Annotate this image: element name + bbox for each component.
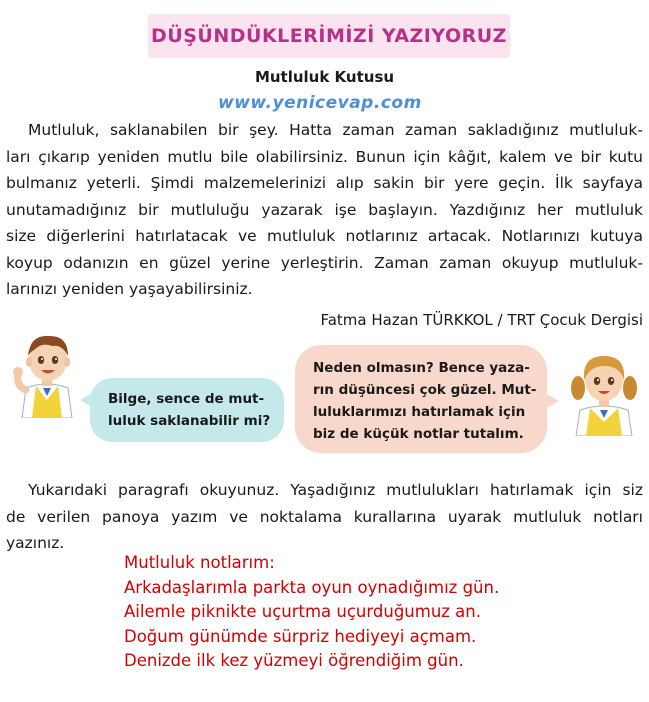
- paragraph-line: Mutluluk, saklanabilen bir şey. Hatta zaman zaman sakladığınız mutluluk-: [28, 121, 643, 139]
- paragraph-line: unutamadığınız bir mutluluğu yazarak işe başlayın. Yazdığınız her mutluluk: [6, 200, 643, 219]
- bubble-line: luluklarımızı hatırlamak için: [313, 404, 526, 420]
- bubble-line: biz de küçük notlar tutalım.: [313, 426, 524, 442]
- paragraph-line: de verilen panoya yazım ve noktalama kurallarına uyarak mutluluk notları: [6, 507, 643, 526]
- right-bubble-tail: [545, 393, 559, 409]
- speech-bubble-right: [295, 345, 547, 453]
- author-credit: Fatma Hazan TÜRKKOL / TRT Çocuk Dergisi: [320, 311, 643, 329]
- boy-character-icon: [12, 326, 82, 418]
- paragraph-line: larınızı yeniden yaşayabilirsiniz.: [6, 280, 253, 298]
- text-title: Mutluluk Kutusu: [254, 68, 395, 86]
- bubble-line: rın düşüncesi çok güzel. Mut-: [313, 382, 537, 398]
- note-item: Doğum günümde sürpriz hediyeyi açmam.: [124, 626, 477, 646]
- speech-bubble-left: [90, 378, 284, 442]
- bubble-line: Neden olmasın? Bence yaza-: [313, 360, 530, 376]
- reading-paragraph: [6, 117, 643, 303]
- paragraph-line: koyup odanızın en güzel yerine yerleştirin. Zaman zaman okuyup mutluluk-: [6, 253, 643, 272]
- section-banner: [148, 14, 510, 58]
- happiness-notes: [124, 551, 499, 674]
- instruction-paragraph: [6, 477, 643, 557]
- paragraph-line: size diğerlerini hatırlatacak ve mutluluk notlarınız artacak. Notlarınızı kutuya: [6, 227, 643, 245]
- note-item: Ailemle piknikte uçurtma uçurduğumuz an.: [124, 602, 481, 621]
- banner-title: DÜŞÜNDÜKLERİMİZİ YAZIYORUZ: [151, 25, 507, 47]
- paragraph-line: yazınız.: [6, 534, 65, 552]
- bubble-line: luluk saklanabilir mi?: [108, 413, 271, 429]
- notes-heading: Mutluluk notlarım:: [124, 553, 275, 572]
- paragraph-line: ları çıkarıp yeniden mutlu bile olabilirsiniz. Bunun için kâğıt, kalem ve bir kutu: [6, 147, 643, 166]
- girl-character-icon: [568, 344, 640, 436]
- paragraph-line: bulmanız yeterli. Şimdi malzemelerinizi alıp sakin bir yere geçin. İlk sayfaya: [6, 174, 643, 192]
- bubble-line: Bilge, sence de mut-: [108, 391, 265, 407]
- watermark: www.yenicevap.com: [218, 93, 422, 113]
- note-item: Arkadaşlarımla parkta oyun oynadığımız gün.: [124, 577, 500, 597]
- note-item: Denizde ilk kez yüzmeyi öğrendiğim gün.: [124, 651, 464, 670]
- paragraph-line: Yukarıdaki paragrafı okuyunuz. Yaşadığınız mutlulukları hatırlamak için siz: [28, 481, 643, 499]
